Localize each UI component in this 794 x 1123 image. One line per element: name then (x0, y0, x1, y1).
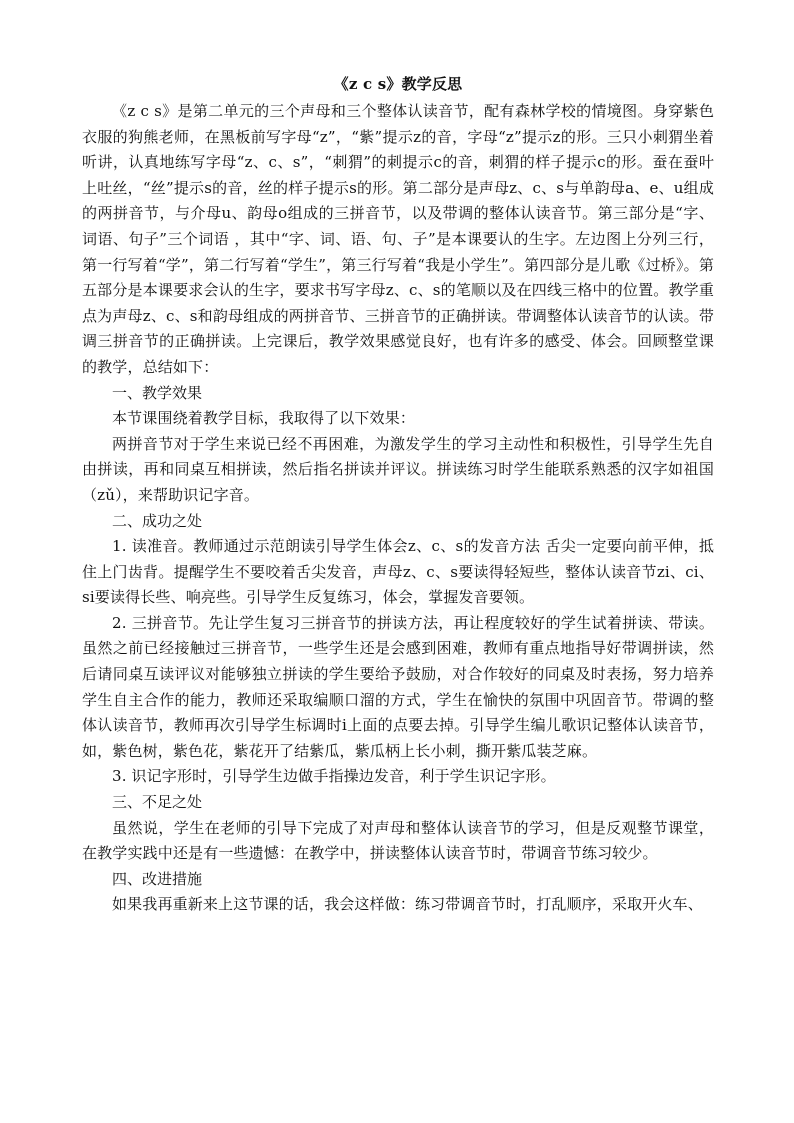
section-heading-teaching-effect: 一、教学效果 (112, 383, 203, 402)
section1-paragraph-2: 两拼音节对于学生来说已经不再困难，为激发学生的学习主动性和积极性，引导学生先自由拼读，再和同桌互相拼读，然后指名拼读并评议。拼读练习时学生能联系熟悉的汉字如祖国（zǔ），来帮助识记字音。 (82, 434, 714, 504)
section-heading-improvements: 四、改进措施 (112, 869, 203, 888)
section3-paragraph-1: 虽然说，学生在老师的引导下完成了对声母和整体认读音节的学习，但是反观整节课堂，在教学实践中还是有一些遗憾：在教学中，拼读整体认读音节时，带调音节练习较少。 (82, 818, 714, 863)
section-heading-successes: 二、成功之处 (112, 511, 203, 530)
intro-paragraph: 《z c s》是第二单元的三个声母和三个整体认读音节，配有森林学校的情境图。身穿紫色衣服的狗熊老师，在黑板前写字母“z”，“紫”提示z的音，字母“z”提示z的形。三只小刺猬坐着听讲，认真地练写字母“z、c、s”，“刺猬”的刺提示c的音，刺猬的样子提示c的形。蚕在蚕叶上吐丝，“丝”提示s的音，丝的样子提示s的形。第二部分是声母z、c、s与单韵母a、e、u组成的两拼音节，与介母u、韵母o组成的三拼音节，以及带调的整体认读音节。第三部分是“字、词语、句子”三个词语 ，其中“字、词、语、句、子”是本课要认的生字。左边图上分列三行，第一行写着“学”，第二行写着“学生”，第三行写着“我是小学生”。第四部分是儿歌《过桥》。第五部分是本课要求会认的生字，要求书写字母z、c、s的笔顺以及在四线三格中的位置。教学重点为声母z、c、s和韵母组成的两拼音节、三拼音节的正确拼读。带调整体认读音节的认读。带调三拼音节的正确拼读。上完课后，教学效果感觉良好，也有许多的感受、体会。回顾整堂课的教学，总结如下： (82, 102, 714, 376)
document-page (82, 72, 714, 918)
section2-paragraph-3: 3. 识记字形时，引导学生边做手指操边发音，利于学生识记字形。 (112, 767, 556, 786)
document-title: 《z c s》教学反思 (333, 75, 463, 93)
section2-paragraph-1: 1. 读准音。教师通过示范朗读引导学生体会z、c、s的发音方法 舌尖一定要向前平伸，抵住上门齿背。提醒学生不要咬着舌尖发音，声母z、c、s要读得轻短些，整体认读音节zi、ci、si要读得长些、响亮些。引导学生反复练习，体会，掌握发音要领。 (82, 537, 714, 607)
section-heading-shortcomings: 三、不足之处 (112, 793, 203, 812)
section1-paragraph-1: 本节课围绕着教学目标，我取得了以下效果： (112, 409, 416, 428)
section2-paragraph-2: 2. 三拼音节。先让学生复习三拼音节的拼读方法，再让程度较好的学生试着拼读、带读。虽然之前已经接触过三拼音节，一些学生还是会感到困难，教师有重点地指导好带调拼读，然后请同桌互读评议对能够独立拼读的学生要给予鼓励，对合作较好的同桌及时表扬，努力培养学生自主合作的能力，教师还采取编顺口溜的方式，学生在愉快的氛围中巩固音节。带调的整体认读音节，教师再次引导学生标调时i上面的点要去掉。引导学生编儿歌识记整体认读音节，如，紫色树，紫色花，紫花开了结紫瓜，紫瓜柄上长小刺，撕开紫瓜装芝麻。 (82, 613, 714, 760)
section4-paragraph-1: 如果我再重新来上这节课的话，我会这样做：练习带调音节时，打乱顺序，采取开火车、 (112, 895, 703, 914)
